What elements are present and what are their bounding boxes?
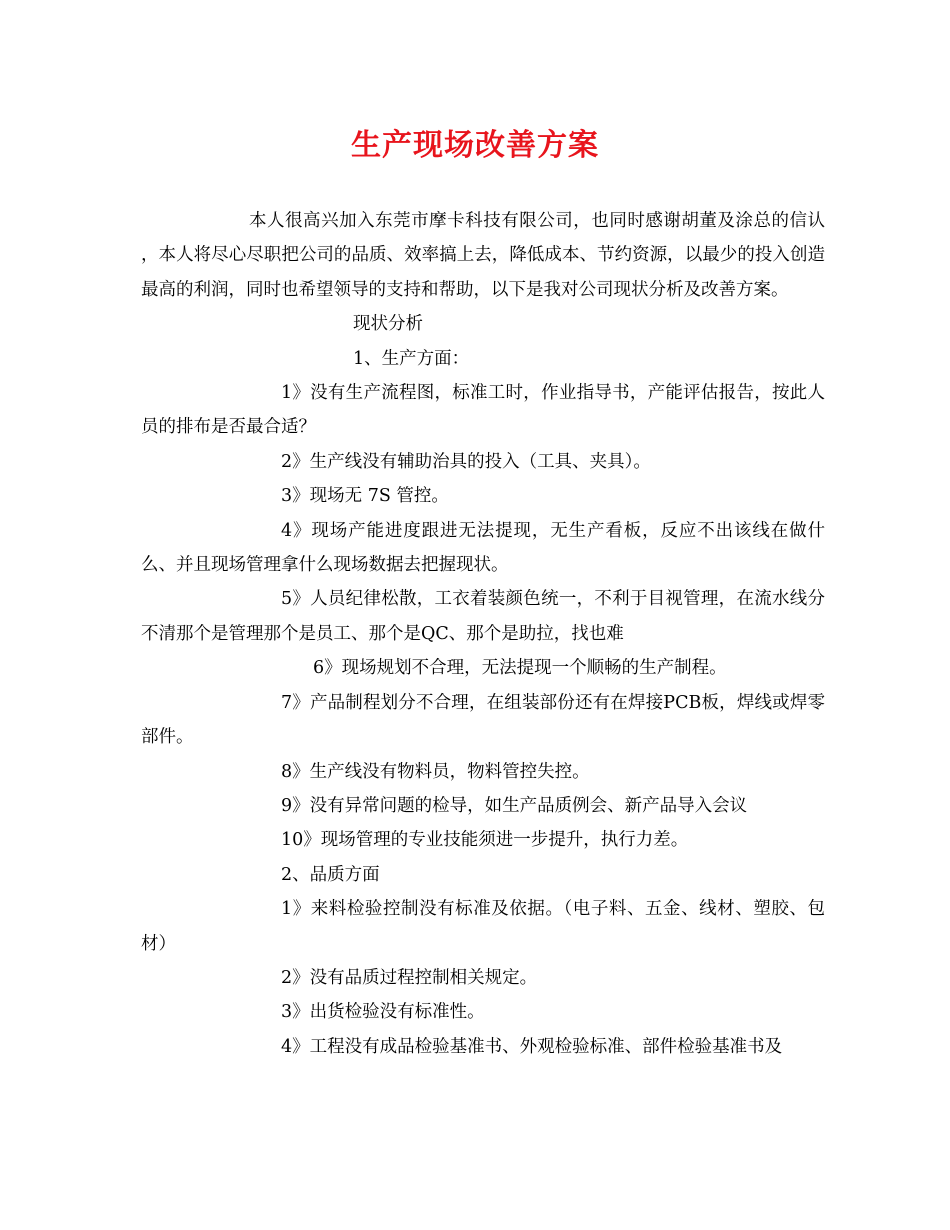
production-item-2: 2》生产线没有辅助治具的投入（工具、夹具）。 xyxy=(281,451,651,472)
production-item-7: 7》产品制程划分不合理，在组装部份还有在焊接PCB板，焊线或焊零部件。 xyxy=(141,692,825,748)
document-title: 生产现场改善方案 xyxy=(351,128,599,163)
production-heading: 1、生产方面： xyxy=(353,348,470,369)
quality-item-2: 2》没有品质过程控制相关规定。 xyxy=(281,967,538,988)
production-item-8: 8》生产线没有物料员，物料管控失控。 xyxy=(281,761,590,782)
quality-item-4: 4》工程没有成品检验基准书、外观检验标准、部件检验基准书及 xyxy=(281,1036,783,1057)
production-item-3: 3》现场无 7S 管控。 xyxy=(281,486,449,507)
production-item-1: 1》没有生产流程图，标准工时，作业指导书，产能评估报告，按此人员的排布是否最合适？ xyxy=(141,383,825,438)
document-body xyxy=(141,204,825,1064)
intro-paragraph: 本人很高兴加入东莞市摩卡科技有限公司，也同时感谢胡董及涂总的信认 ，本人将尽心尽职把公司的品质、效率搞上去，降低成本、节约资源，以最少的投入创造最高的利润，同时也希望领导的支持和帮助，以下是我对公司现状分析及改善方案。 xyxy=(141,211,825,300)
quality-item-3: 3》出货检验没有标准性。 xyxy=(281,1002,485,1023)
production-item-9: 9》没有异常问题的检导，如生产品质例会、新产品导入会议 xyxy=(281,795,748,816)
production-item-4: 4》现场产能进度跟进无法提现，无生产看板，反应不出该线在做什么、并且现场管理拿什么现场数据去把握现状。 xyxy=(141,520,825,576)
quality-item-1: 1》来料检验控制没有标准及依据。（电子料、五金、线材、塑胶、包材） xyxy=(141,899,825,954)
production-item-6: 6》现场规划不合理，无法提现一个顺畅的生产制程。 xyxy=(313,658,727,679)
production-item-10: 10》现场管理的专业技能须进一步提升，执行力差。 xyxy=(281,830,689,851)
production-item-5: 5》人员纪律松散，工衣着装颜色统一，不利于目视管理，在流水线分不清那个是管理那个是员工、那个是QC、那个是助拉，找也难 xyxy=(141,589,825,644)
quality-heading: 2、品质方面 xyxy=(281,864,380,885)
section-heading: 现状分析 xyxy=(353,314,423,335)
